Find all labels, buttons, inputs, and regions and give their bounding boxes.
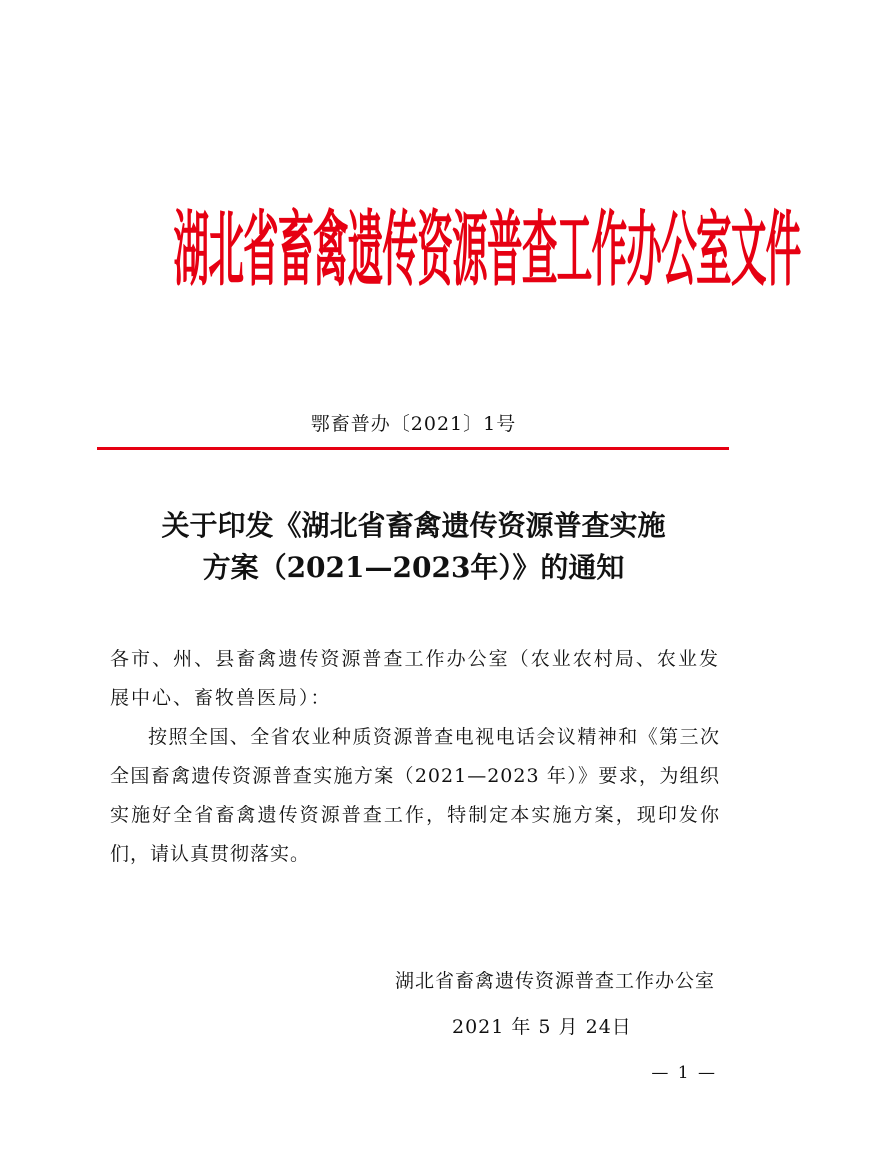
red-divider-line (97, 447, 729, 450)
masthead (100, 203, 801, 315)
notice-title-line-1: 关于印发《湖北省畜禽遗传资源普查实施 (161, 509, 666, 542)
document-number: 鄂畜普办〔2021〕1号 (310, 413, 517, 435)
notice-title (80, 505, 747, 589)
page-number: — 1 — (651, 1063, 717, 1083)
salutation: 各市、州、县畜禽遗传资源普查工作办公室（农业农村局、农业发展中心、畜牧兽医局）： (110, 648, 720, 709)
body-paragraph: 按照全国、全省农业种质资源普查电视电话会议精神和《第三次全国畜禽遗传资源普查实施方案（2021—2023 年）》要求，为组织实施好全省畜禽遗传资源普查工作，特制定本实施方案，现印发你们，请认真贯彻落实。 (110, 726, 720, 865)
issue-date: 2021 年 5 月 24日 (452, 1016, 632, 1038)
issuing-office-signature: 湖北省畜禽遗传资源普查工作办公室 (394, 970, 715, 992)
masthead-title: 湖北省畜禽遗传资源普查工作办公室文件 (173, 203, 801, 298)
notice-body (110, 640, 720, 874)
notice-title-line-2: 方案（2021—2023年）》的通知 (202, 551, 625, 584)
